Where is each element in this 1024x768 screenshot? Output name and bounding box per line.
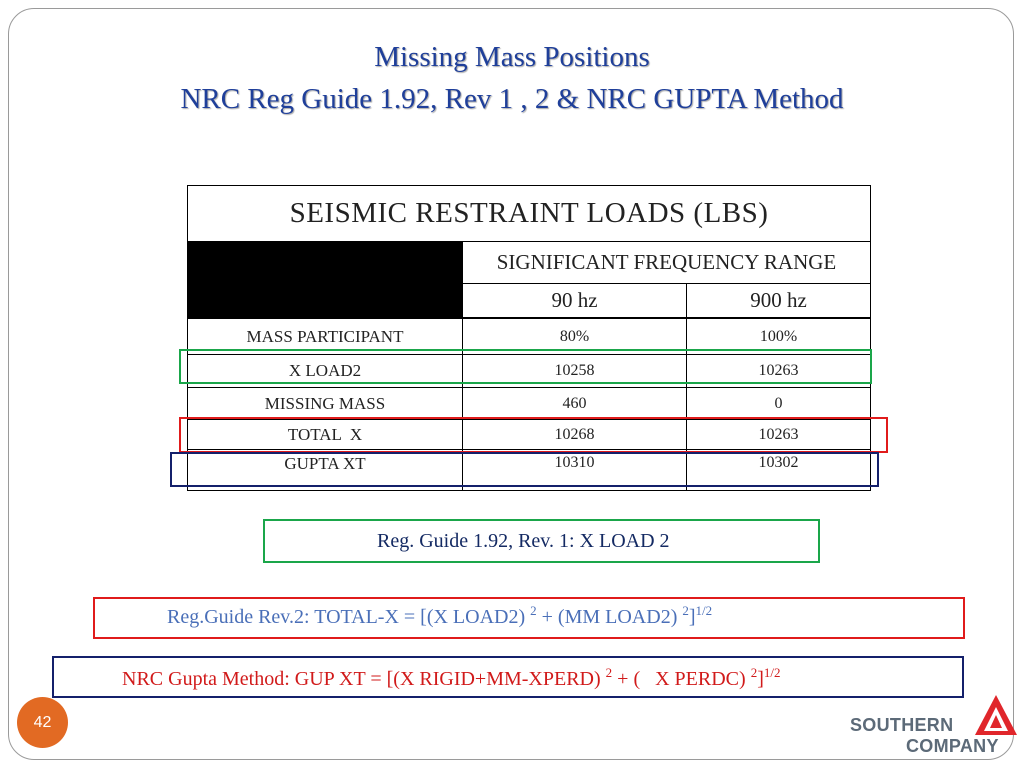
- row-label-total-x: TOTAL X: [188, 419, 462, 449]
- cell-gupta-xt-90hz: 10310: [462, 449, 686, 490]
- row-label-gupta-xt: GUPTA XT: [188, 449, 462, 490]
- gupta-method-callout: [52, 656, 964, 698]
- rev2-formula-exp3: 1/2: [695, 603, 713, 618]
- row-label-x-load2: X LOAD2: [188, 354, 462, 387]
- cell-missing-mass-90hz: 460: [462, 387, 686, 419]
- slide-title: Missing Mass Positions: [374, 41, 650, 73]
- gupta-formula-exp3: 1/2: [763, 665, 781, 680]
- x-load2-highlight: [179, 349, 872, 384]
- table-title: SEISMIC RESTRAINT LOADS (LBS): [188, 186, 870, 242]
- rev2-formula-part3: ]: [688, 606, 696, 628]
- southern-company-logo: [850, 692, 1020, 762]
- logo-text-southern: SOUTHERN: [850, 715, 954, 735]
- cell-total-x-90hz: 10268: [462, 419, 686, 449]
- reg-guide-rev1-callout: [263, 519, 820, 563]
- logo-text-company: COMPANY: [906, 736, 999, 756]
- cell-x-load2-900hz: 10263: [686, 354, 870, 387]
- gupta-formula-exp1: 2: [605, 665, 613, 680]
- cell-mass-participant-90hz: 80%: [462, 318, 686, 354]
- gupta-formula-exp2: 2: [750, 665, 758, 680]
- total-x-highlight: [179, 417, 888, 453]
- table-header-blank: [188, 242, 462, 318]
- page-number-badge: 42: [17, 697, 68, 748]
- frequency-range-header: SIGNIFICANT FREQUENCY RANGE: [462, 242, 870, 284]
- gupta-formula-part1: NRC Gupta Method: GUP XT = [(X RIGID+MM-XPERD): [122, 668, 606, 690]
- rev2-formula-part2: + (MM LOAD2): [536, 606, 683, 628]
- reg-guide-rev2-callout: [93, 597, 965, 639]
- rev2-formula-exp2: 2: [682, 603, 689, 618]
- gupta-xt-highlight: [170, 452, 879, 487]
- column-header-900hz: 900 hz: [686, 284, 870, 318]
- slide-subtitle: NRC Reg Guide 1.92, Rev 1 , 2 & NRC GUPTA Method: [180, 83, 844, 115]
- rev2-formula-part1: Reg.Guide Rev.2: TOTAL-X = [(X LOAD2): [167, 606, 531, 628]
- gupta-formula-part3: ]: [757, 668, 764, 690]
- cell-mass-participant-900hz: 100%: [686, 318, 870, 354]
- row-label-mass-participant: MASS PARTICIPANT: [188, 318, 462, 354]
- gupta-formula-part2: + ( X PERDC): [612, 668, 751, 690]
- row-label-missing-mass: MISSING MASS: [188, 387, 462, 419]
- cell-missing-mass-900hz: 0: [686, 387, 870, 419]
- cell-x-load2-90hz: 10258: [462, 354, 686, 387]
- reg-guide-rev1-text: Reg. Guide 1.92, Rev. 1: X LOAD 2: [377, 530, 670, 552]
- rev2-formula-exp1: 2: [530, 603, 537, 618]
- column-header-90hz: 90 hz: [462, 284, 686, 318]
- cell-total-x-900hz: 10263: [686, 419, 870, 449]
- cell-gupta-xt-900hz: 10302: [686, 449, 870, 490]
